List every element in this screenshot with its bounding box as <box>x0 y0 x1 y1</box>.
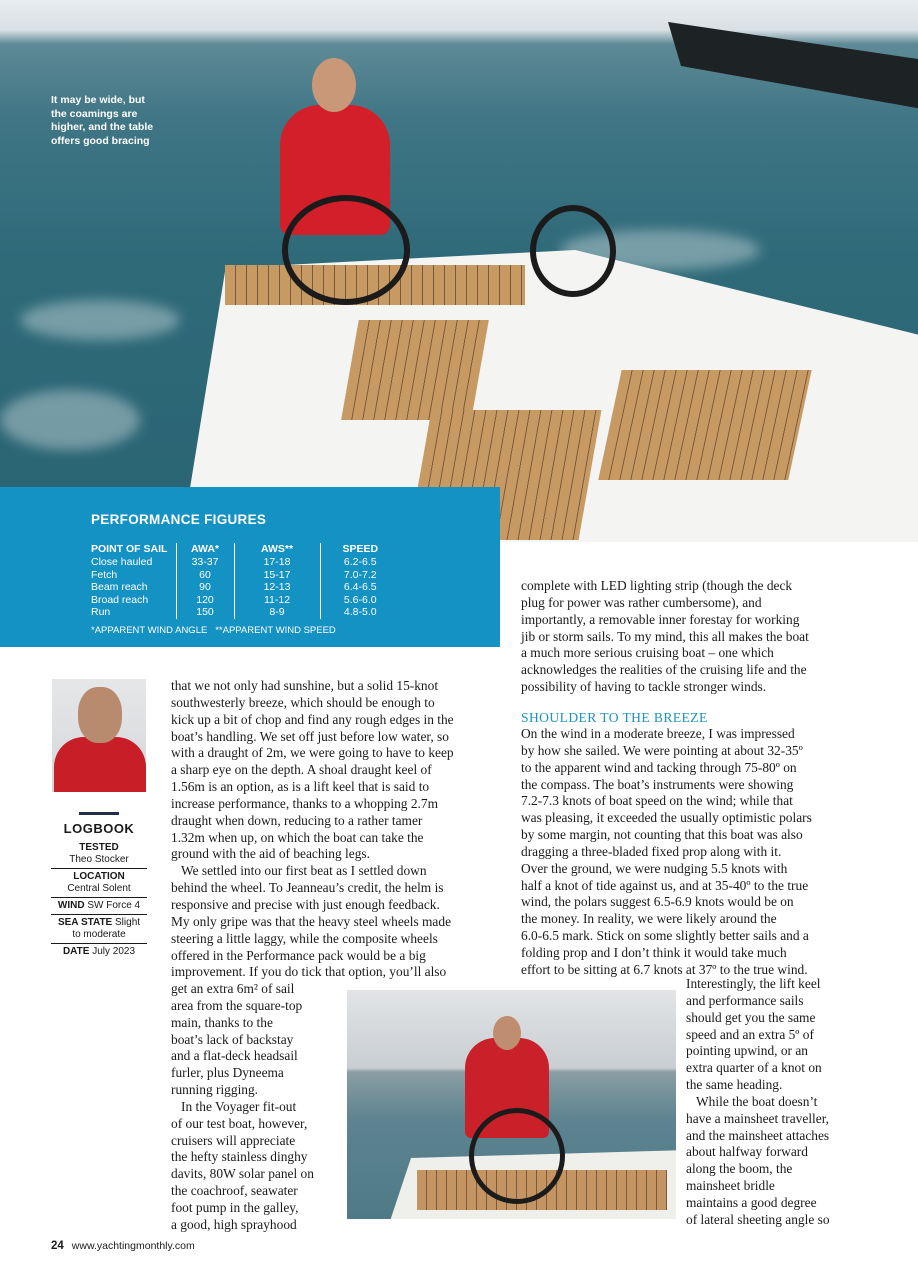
text-line: a good, high sprayhood <box>171 1216 297 1232</box>
text-line: boat’s lack of backstay <box>171 1031 294 1047</box>
table-footnote: *APPARENT WIND ANGLE **APPARENT WIND SPEED <box>91 625 336 636</box>
text-line: increase performance, thanks to a whopping 2.7m <box>171 795 438 811</box>
text-line: along the boom, the <box>686 1161 793 1177</box>
body-column-2-top <box>521 578 809 696</box>
section-subhead: SHOULDER TO THE BREEZE <box>521 710 708 725</box>
header-aws: AWS** <box>234 543 320 556</box>
text-line: to the apparent wind and tacking through 75-80º on <box>521 759 797 775</box>
text-line: by some margin, not counting that this boat was also <box>521 827 803 843</box>
text-line: area from the square-top <box>171 997 303 1013</box>
body-column-1 <box>171 678 454 981</box>
text-line: dragging a three-bladed fixed prop along with it. <box>521 843 782 859</box>
text-line: maintains a good degree <box>686 1194 817 1210</box>
text-line: draught when down, reducing to a rather tamer <box>171 812 423 828</box>
text-line: We settled into our first beat as I settled down <box>171 863 427 879</box>
text-line: jib or storm sails. To my mind, this all makes the boat <box>521 628 809 644</box>
text-line: davits, 80W solar panel on <box>171 1166 314 1182</box>
text-line: extra quarter of a knot on <box>686 1060 822 1076</box>
text-line: southwesterly breeze, which should be enough to <box>171 694 435 710</box>
logbook-sea-state: SEA STATE Slight to moderate <box>51 914 147 943</box>
hero-photo <box>0 0 918 542</box>
text-line: running rigging. <box>171 1082 259 1098</box>
body-column-2-narrow <box>686 976 830 1229</box>
text-line: the coachroof, seawater <box>171 1183 298 1199</box>
text-line: wind, the polars suggest 6.5-6.9 knots would be on <box>521 894 794 910</box>
text-line: ground with the aid of beaching legs. <box>171 846 370 862</box>
body-column-2 <box>521 726 812 979</box>
logbook-tested: TESTED Theo Stocker <box>69 842 129 865</box>
table-row: Run 150 8-9 4.8-5.0 <box>91 606 400 619</box>
table-row: Broad reach 120 11-12 5.6-6.0 <box>91 594 400 607</box>
text-line: of lateral sheeting angle so <box>686 1211 830 1227</box>
text-line: 6.0-6.5 mark. Stick on some slightly better sails and a <box>521 928 809 944</box>
text-line: the compass. The boat’s instruments were showing <box>521 776 794 792</box>
text-line: responsive and precise with just enough feedback. <box>171 896 440 912</box>
text-line: In the Voyager fit-out <box>171 1098 297 1114</box>
text-line: effort to be sitting at 6.7 knots at 37º to the true wind. <box>521 961 808 977</box>
text-line: should get you the same <box>686 1009 816 1025</box>
text-line: and performance sails <box>686 992 804 1008</box>
helm-wheel <box>469 1108 565 1204</box>
text-line: behind the wheel. To Jeanneau’s credit, the helm is <box>171 880 444 896</box>
text-line: the hefty stainless dinghy <box>171 1149 308 1165</box>
helm-wheel <box>282 195 410 305</box>
header-point-of-sail: POINT OF SAIL <box>91 543 168 555</box>
text-line: steering a little laggy, while the composite wheels <box>171 930 438 946</box>
text-line: acknowledges the realities of the cruising life and the <box>521 662 807 678</box>
page-footer <box>51 1240 195 1252</box>
text-line: Over the ground, we were nudging 5.5 knots with <box>521 860 788 876</box>
website-url: www.yachtingmonthly.com <box>71 1240 195 1252</box>
text-line: and the mainsheet attaches <box>686 1127 830 1143</box>
text-line: 7.2-7.3 knots of boat speed on the wind; while that <box>521 793 793 809</box>
header-awa: AWA* <box>176 543 234 556</box>
table-row: Close hauled 33-37 17-18 6.2-6.5 <box>91 556 400 569</box>
helm-wheel-2 <box>530 205 616 297</box>
text-line: with a draught of 2m, we were going to have to keep <box>171 745 454 761</box>
text-line: mainsheet bridle <box>686 1178 775 1194</box>
text-line: furler, plus Dyneema <box>171 1065 284 1081</box>
logbook-location: LOCATION Central Solent <box>51 868 147 897</box>
text-line: 1.32m when up, on which the boat can take the <box>171 829 424 845</box>
author-portrait <box>52 679 146 792</box>
text-line: On the wind in a moderate breeze, I was impressed <box>521 726 795 741</box>
text-line: main, thanks to the <box>171 1014 273 1030</box>
logbook-wind: WIND SW Force 4 <box>51 897 147 914</box>
text-line: get an extra 6m² of sail <box>171 981 295 996</box>
text-line: a much more serious cruising boat – one which <box>521 645 774 661</box>
text-line: importantly, a removable inner forestay for working <box>521 611 800 627</box>
text-line: possibility of having to tackle stronger winds. <box>521 679 767 695</box>
text-line: My only gripe was that the heavy steel wheels made <box>171 913 452 929</box>
text-line: complete with LED lighting strip (though the deck <box>521 578 793 593</box>
text-line: and a flat-deck headsail <box>171 1048 298 1064</box>
text-line: of our test boat, however, <box>171 1115 308 1131</box>
text-line: a sharp eye on the depth. A shoal draught keel of <box>171 762 432 778</box>
text-line: about halfway forward <box>686 1144 808 1160</box>
text-line: was pleasing, it exceeded the usually optimistic polars <box>521 810 812 826</box>
text-line: by how she sailed. We were pointing at about 32-35º <box>521 742 803 758</box>
text-line: 1.56m is an option, as is a lift keel that is said to <box>171 779 430 795</box>
text-line: the money. In reality, we were likely around the <box>521 911 777 927</box>
photo-caption: It may be wide, but the coamings are higher, and the table offers good bracing <box>51 94 154 147</box>
logbook-panel <box>51 812 147 960</box>
mainsail-boom <box>668 0 918 110</box>
text-line: the same heading. <box>686 1077 783 1093</box>
logbook-title: LOGBOOK <box>63 821 135 836</box>
text-line: have a mainsheet traveller, <box>686 1110 829 1126</box>
inset-photo <box>347 990 676 1219</box>
performance-title: PERFORMANCE FIGURES <box>91 512 267 527</box>
text-line: plug for power was rather cumbersome), and <box>521 594 762 610</box>
text-line: While the boat doesn’t <box>686 1093 818 1109</box>
header-speed: SPEED <box>320 543 400 556</box>
text-line: kick up a bit of chop and find any rough edges in the <box>171 711 454 727</box>
text-line: cruisers will appreciate <box>171 1132 296 1148</box>
page-number: 24 <box>51 1240 64 1252</box>
performance-table <box>91 543 400 619</box>
text-line: folding prop and I don’t think it would take much <box>521 944 787 960</box>
text-line: that we not only had sunshine, but a solid 15-knot <box>171 678 439 693</box>
text-line: pointing upwind, or an <box>686 1043 808 1059</box>
text-line: half a knot of tide against us, and at 35-40º to the true <box>521 877 809 893</box>
text-line: foot pump in the galley, <box>171 1199 299 1215</box>
text-line: speed and an extra 5º of <box>686 1026 814 1042</box>
table-row: Fetch 60 15-17 7.0-7.2 <box>91 569 400 582</box>
text-line: Interestingly, the lift keel <box>686 976 821 991</box>
logbook-date: DATE July 2023 <box>51 943 147 960</box>
text-line: offered in the Performance pack would be a big <box>171 947 426 963</box>
text-line: improvement. If you do tick that option, you’ll also <box>171 964 447 980</box>
body-column-1-narrow <box>171 981 314 1234</box>
performance-figures-box <box>0 487 500 647</box>
text-line: boat’s handling. We set off just before low water, so <box>171 728 449 744</box>
table-row: Beam reach 90 12-13 6.4-6.5 <box>91 581 400 594</box>
